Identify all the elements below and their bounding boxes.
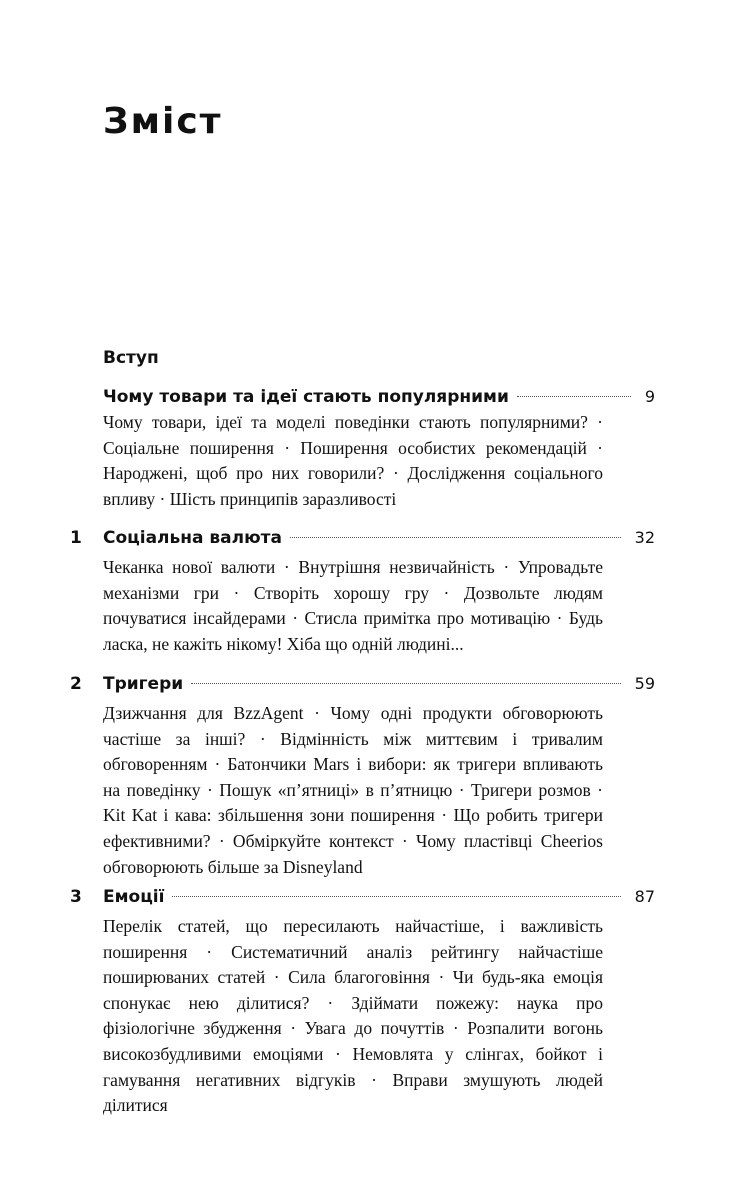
- toc-entry-description: Чеканка нової валюти · Внутрішня незвичайність · Упровадьте механізми гри · Створіть хорошу гру · Дозвольте людям почуватися інсайдерами · Стисла примітка про мотивацію · Будь ласка, не кажіть нікому! Хіба що одній людині...: [103, 557, 603, 654]
- toc-entry-page-number: 59: [634, 674, 655, 693]
- toc-entry-heading[interactable]: [103, 885, 655, 909]
- dot-leader: [172, 896, 620, 897]
- toc-entry-description: Дзижчання для BzzAgent · Чому одні продукти обговорюють частіше за інші? · Відмінність між миттєвим і тривалим обговоренням · Батончики Mars і вибори: як тригери впливають на поведінку · Пошук «п’ятниці» в п’ятницю · Тригери розмов · Kit Kat і кава: збільшення зони поширення · Що робить тригери ефективними? · Обміркуйте контекст · Чому пластівці Cheerios обговорюють більше за Disneyland: [103, 703, 603, 877]
- chapter-number: 1: [70, 528, 82, 548]
- toc-entry-page-number: 32: [634, 528, 655, 547]
- toc-entry-title: Емоції: [103, 887, 165, 907]
- toc-entry-title: Чому товари та ідеї стають популярними: [103, 387, 509, 407]
- toc-entry-title: Тригери: [103, 674, 184, 694]
- toc-entry-heading[interactable]: [103, 526, 655, 550]
- toc-entry-description: Чому товари, ідеї та моделі поведінки стають популярними? · Соціальне поширення · Поширення особистих рекомендацій · Народжені, щоб про них говорили? · Дослідження соціального впливу · Шість принципів заразливості: [103, 412, 603, 509]
- chapter-number: 3: [70, 887, 82, 907]
- toc-entry-page-number: 9: [644, 387, 655, 406]
- chapter-number: 2: [70, 674, 82, 694]
- toc-entry-page-number: 87: [634, 887, 655, 906]
- toc-entry-heading[interactable]: [103, 672, 655, 696]
- page-title: Зміст: [103, 101, 223, 142]
- toc-entry-heading[interactable]: [103, 385, 655, 409]
- toc-entry-kicker: Вступ: [103, 348, 159, 368]
- dot-leader: [191, 683, 620, 684]
- dot-leader: [517, 396, 631, 397]
- toc-entry-title: Соціальна валюта: [103, 528, 282, 548]
- toc-entry-description: Перелік статей, що пересилають найчастіше, і важливість поширення · Систематичний аналіз рейтингу найчастіше поширюваних статей · Сила благоговіння · Чи будь-яка емоція спонукає нею ділитися? · Здіймати пожежу: наука про фізіологічне збудження · Увага до почуттів · Розпалити вогонь високозбудливими емоціями · Немовлята у слінгах, бойкот і гамування негативних відгуків · Вправи змушують людей ділитися: [103, 916, 603, 1116]
- dot-leader: [290, 537, 621, 538]
